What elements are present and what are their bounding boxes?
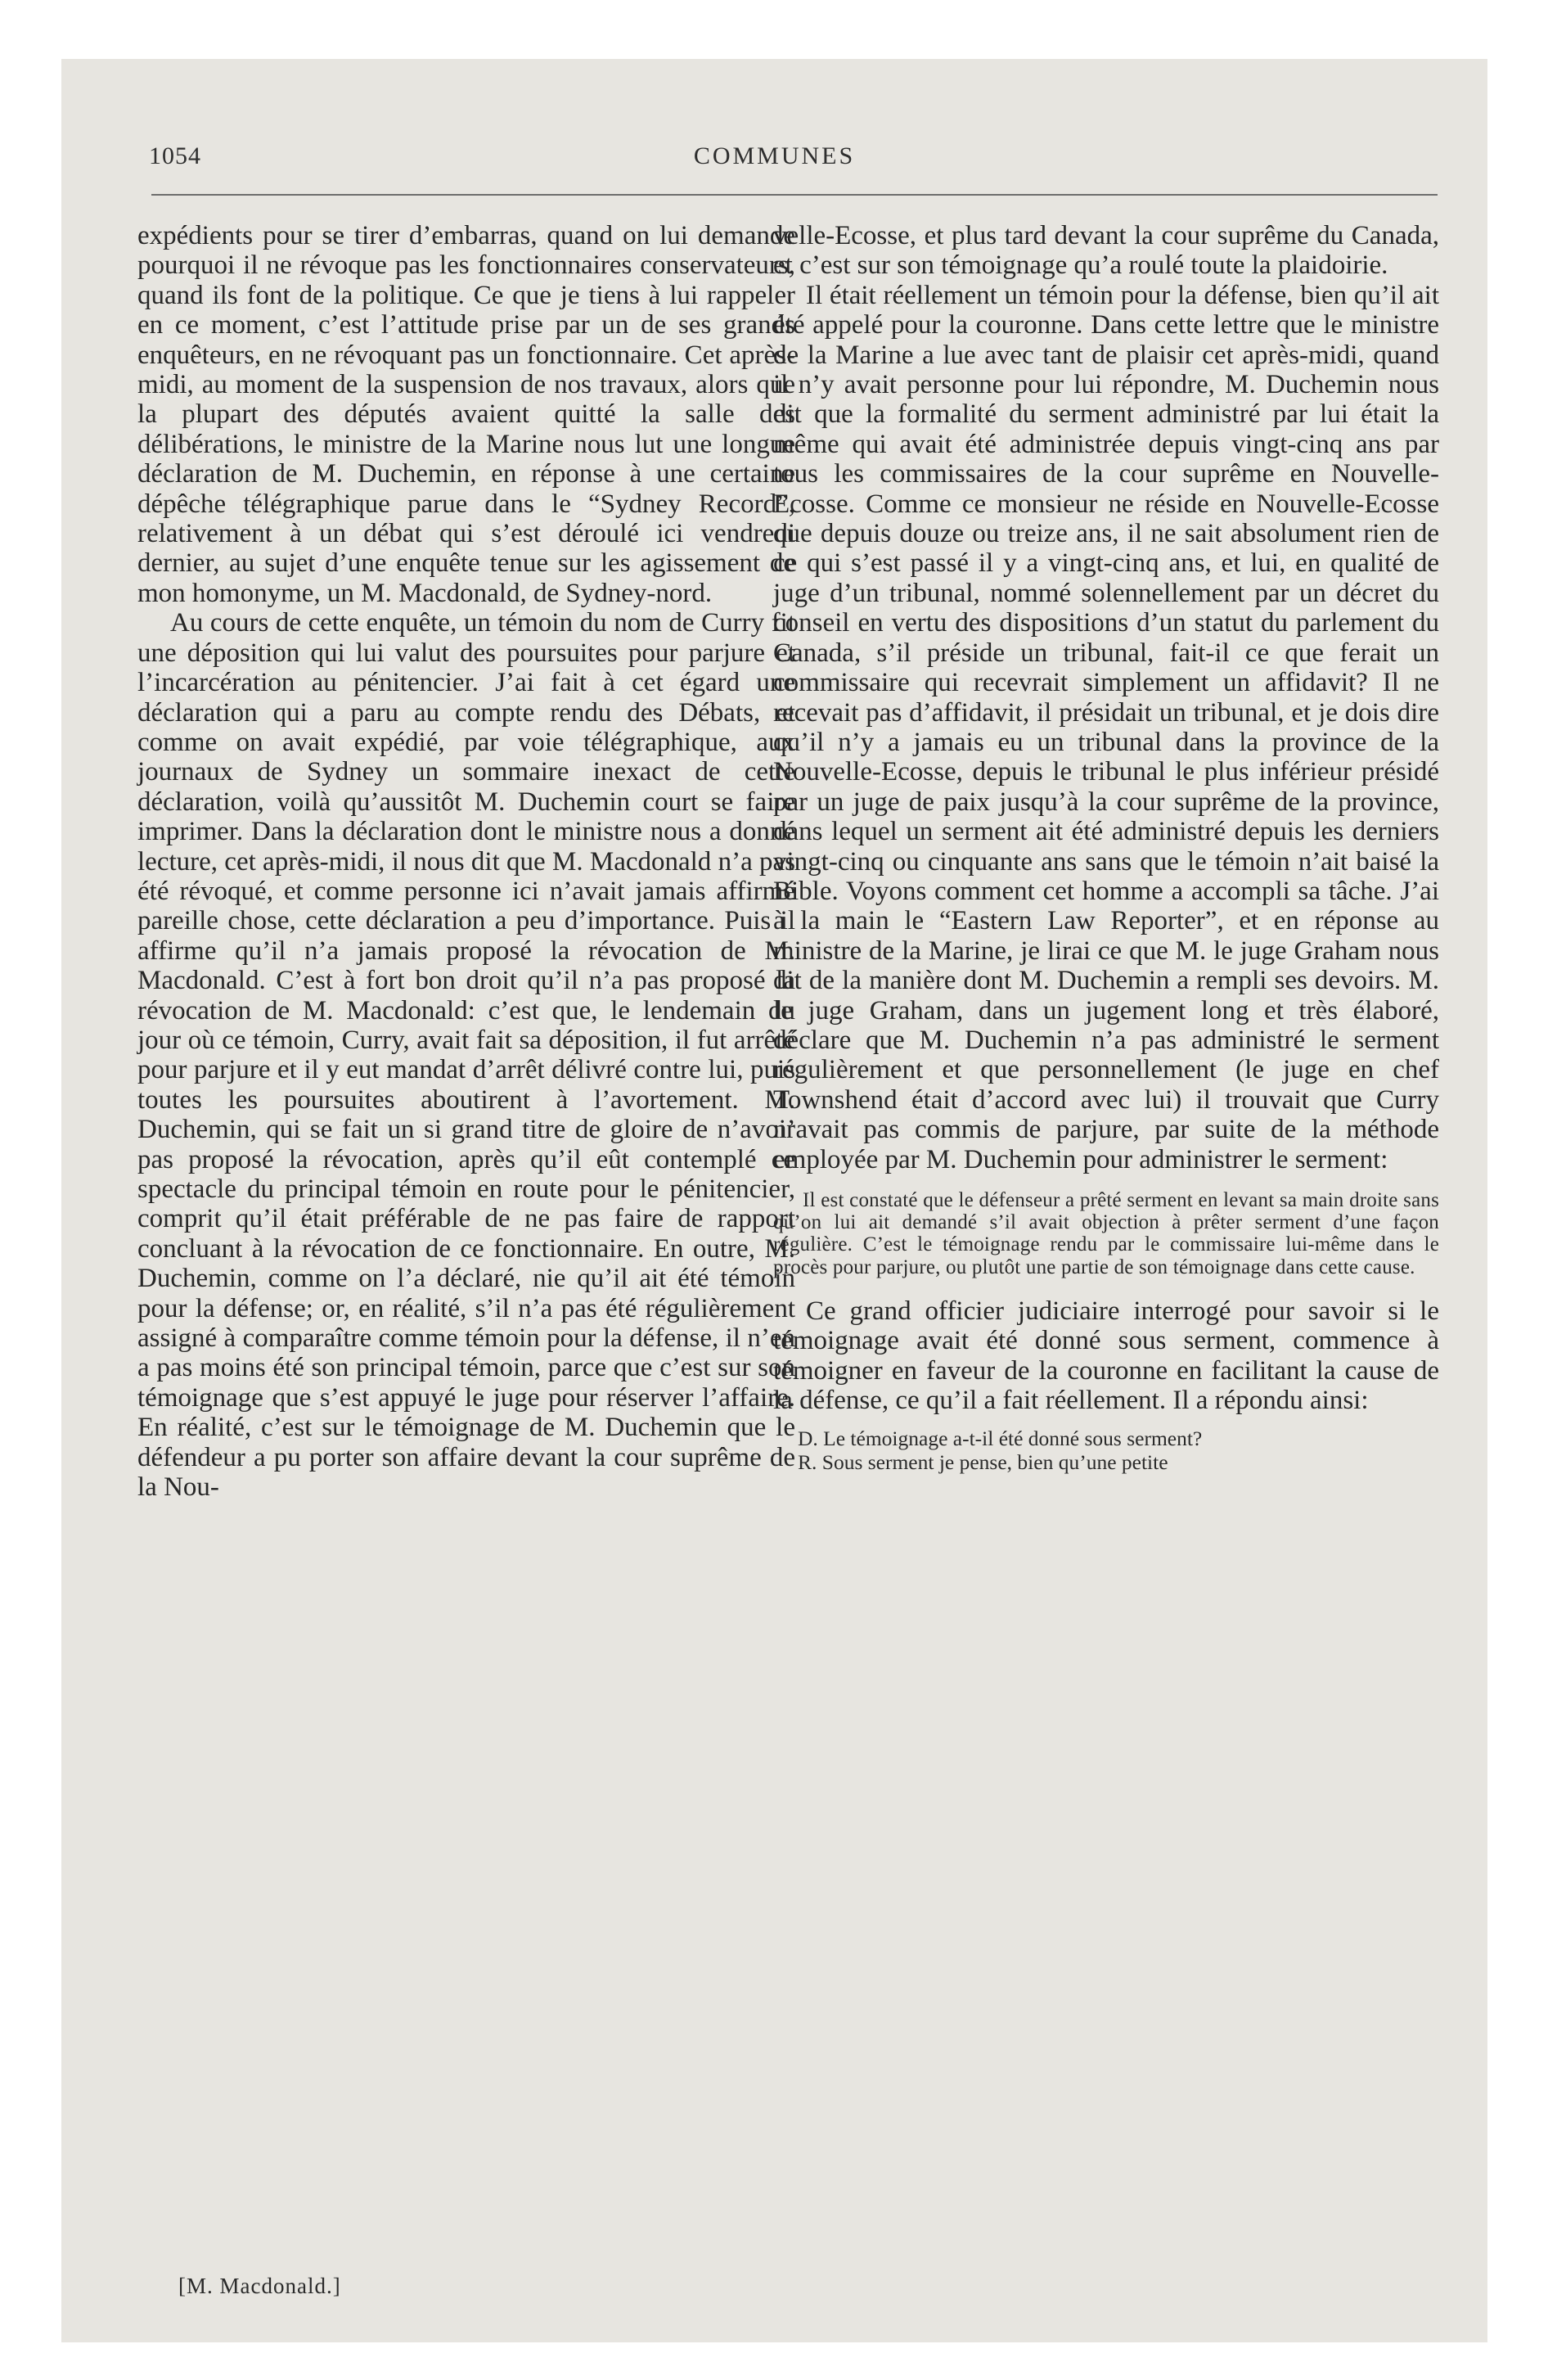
section-title: COMMUNES	[693, 142, 856, 169]
page-number: 1054	[149, 142, 201, 169]
block-quote: Il est constaté que le défenseur a prêté serment en levant sa main droite sans qu’on lui ait demandé s’il avait objection à prêter serment d’une façon régulière. C’est le témoignage rendu par le commissaire lui-même dans le procès pour parjure, ou plutôt une partie de son témoignage dans cette cause.	[773, 1189, 1439, 1278]
question-line: D. Le témoignage a-t-il été donné sous serment?	[798, 1427, 1203, 1451]
answer-line: R. Sous serment je pense, bien qu’une petite	[798, 1450, 1168, 1475]
right-column	[773, 221, 1439, 1474]
paragraph: velle-Ecosse, et plus tard devant la cour suprême du Canada, et c’est sur son témoignage qu’a roulé toute la plaidoirie.	[773, 221, 1439, 281]
paragraph: expédients pour se tirer d’embarras, quand on lui demande pourquoi il ne révoque pas les fonctionnaires conservateurs, quand ils font de la politique. Ce que je tiens à lui rappeler en ce moment, c’est l’attitude prise par un de ses grands enquêteurs, en ne révoquant pas un fonctionnaire. Cet après-midi, au moment de la suspension de nos travaux, alors que la plupart des députés avaient quitté la salle des délibérations, le ministre de la Marine nous lut une longue déclaration de M. Duchemin, en réponse à une certaine dépêche télégraphique parue dans le “Sydney Record”, relativement à un débat qui s’est déroulé ici vendredi dernier, au sujet d’une enquête tenue sur les agissement de mon homonyme, un M. Macdonald, de Sydney-nord.	[137, 221, 795, 608]
question-answer	[773, 1427, 1439, 1474]
paragraph: Il était réellement un témoin pour la défense, bien qu’il ait été appelé pour la couronne. Dans cette lettre que le ministre de la Marine a lue avec tant de plaisir cet après-midi, quand il n’y avait personne pour lui répondre, M. Duchemin nous dit que la formalité du serment administré par lui était la même qui avait été administrée depuis vingt-cinq ans par tous les commissaires de la cour suprême en Nouvelle-Ecosse. Comme ce monsieur ne réside en Nouvelle-Ecosse que depuis douze ou treize ans, il ne sait absolument rien de ce qui s’est passé il y a vingt-cinq ans, et lui, en qualité de juge d’un tribunal, nommé solennellement par un décret du conseil en vertu des dispositions d’un statut du parlement du Canada, s’il préside un tribunal, fait-il ce que ferait un commissaire qui recevrait simplement un affidavit? Il ne recevait pas d’affidavit, il présidait un tribunal, et je dois dire qu’il n’y a jamais eu un tribunal dans la province de la Nouvelle-Ecosse, depuis le tribunal le plus inférieur présidé par un juge de paix jusqu’à la cour suprême de la province, dans lequel un serment ait été administré depuis les derniers vingt-cinq ou cinquante ans sans que le témoin n’ait baisé la Bible. Voyons comment cet homme a accompli sa tâche. J’ai à la main le “Eastern Law Reporter”, et en réponse au ministre de la Marine, je lirai ce que M. le juge Graham nous dit de la manière dont M. Duchemin a rempli ses devoirs. M. le juge Graham, dans un jugement long et très élaboré, déclare que M. Duchemin n’a pas administré le serment régulièrement et que personnellement (le juge en chef Townshend était d’accord avec lui) il trouvait que Curry n’avait pas commis de parjure, par suite de la méthode employée par M. Duchemin pour administrer le serment:	[773, 280, 1439, 1174]
left-column	[137, 221, 795, 1502]
scanned-page	[61, 59, 1487, 2342]
running-head	[61, 142, 1487, 192]
paragraph: Ce grand officier judiciaire interrogé pour savoir si le témoignage avait été donné sous serment, commence à témoigner en faveur de la couronne en facilitant la cause de la défense, ce qu’il a fait réellement. Il a répondu ainsi:	[773, 1296, 1439, 1416]
speaker-attribution: [M. Macdonald.]	[178, 2274, 341, 2298]
header-rule	[151, 194, 1438, 196]
paragraph: Au cours de cette enquête, un témoin du nom de Curry fit une déposition qui lui valut des poursuites pour parjure et l’incarcération au pénitencier. J’ai fait à cet égard une déclaration qui a paru au compte rendu des Débats, et comme on avait expédié, par voie télégraphique, aux journaux de Sydney un sommaire inexact de cette déclaration, voilà qu’aussitôt M. Duchemin court se faire imprimer. Dans la déclaration dont le ministre nous a donné lecture, cet après-midi, il nous dit que M. Macdonald n’a pas été révoqué, et comme personne ici n’avait jamais affirmé pareille chose, cette déclaration a peu d’importance. Puis il affirme qu’il n’a jamais proposé la révocation de M. Macdonald. C’est à fort bon droit qu’il n’a pas proposé la révocation de M. Macdonald: c’est que, le lendemain du jour où ce témoin, Curry, avait fait sa déposition, il fut arrêté pour parjure et il y eut mandat d’arrêt délivré contre lui, puis toutes les poursuites aboutirent à l’avortement. M. Duchemin, qui se fait un si grand titre de gloire de n’avoir pas proposé la révocation, après qu’il eût contemplé ce spectacle du principal témoin en route pour le pénitencier, comprit qu’il était préférable de ne pas faire de rapport concluant à la révocation de ce fonctionnaire. En outre, M. Duchemin, comme on l’a déclaré, nie qu’il ait été témoin pour la défense; or, en réalité, s’il n’a pas été régulièrement assigné à comparaître comme témoin pour la défense, il n’en a pas moins été son principal témoin, parce que c’est sur son témoignage que s’est appuyé le juge pour réserver l’affaire. En réalité, c’est sur le témoignage de M. Duchemin que le défendeur a pu porter son affaire devant la cour suprême de la Nou-	[137, 608, 795, 1503]
